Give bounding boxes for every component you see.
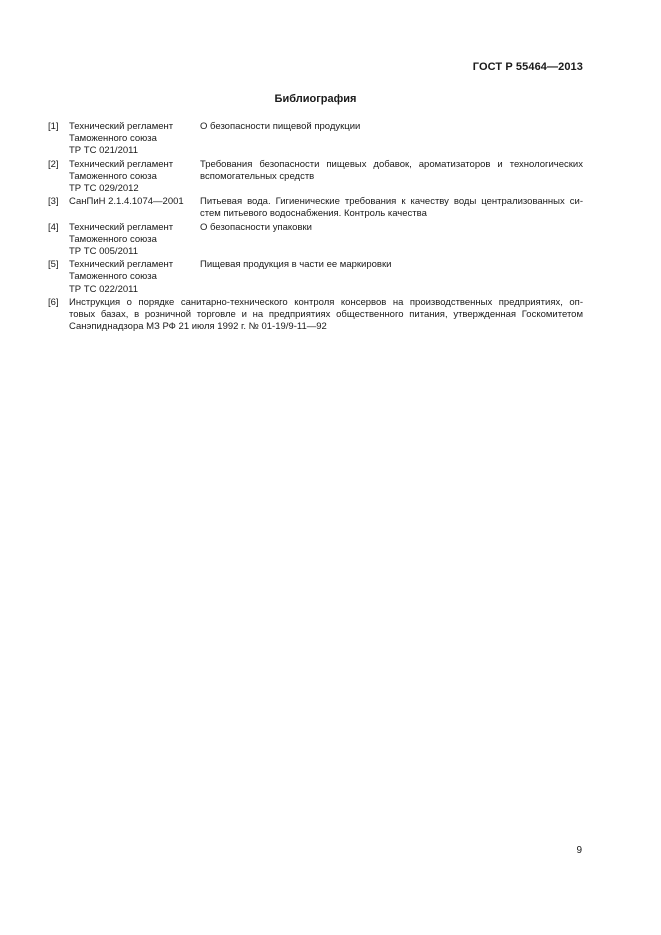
entry-source — [69, 121, 200, 158]
entry-number: [1] — [48, 121, 59, 132]
bibliography-entry-2 — [48, 159, 583, 196]
source-line: ТР ТС 029/2012 — [69, 183, 139, 195]
entry-source — [69, 259, 200, 296]
source-line: СанПиН 2.1.4.1074—2001 — [69, 196, 184, 208]
desc-line: Санэпиднадзора МЗ РФ 21 июля 1992 г. № 01-19/9-11—92 — [69, 321, 327, 333]
source-line: ТР ТС 021/2011 — [69, 145, 139, 157]
bibliography-entry-3 — [48, 196, 583, 220]
source-line: Таможенного союза — [69, 271, 157, 283]
desc-line: О безопасности пищевой продукции — [200, 121, 361, 132]
desc-line: Инструкция о порядке санитарно-технического контроля консервов на производственных предприятиях, оп- — [69, 296, 583, 308]
entry-description — [200, 222, 583, 259]
source-line: Технический регламент — [69, 259, 174, 271]
bibliography-entry-4 — [48, 222, 583, 259]
source-line: Таможенного союза — [69, 133, 157, 145]
entry-source — [69, 159, 200, 196]
bibliography-list — [48, 121, 583, 334]
desc-line: О безопасности упаковки — [200, 221, 312, 233]
bibliography-entry-1 — [48, 121, 583, 158]
desc-line: Питьевая вода. Гигиенические требования к качеству воды централизованных си- — [200, 196, 583, 208]
source-line: Технический регламент — [69, 121, 174, 132]
entry-number: [3] — [48, 196, 59, 208]
desc-line: Требования безопасности пищевых добавок, ароматизаторов и технологических — [200, 158, 583, 170]
entry-description — [200, 121, 583, 158]
entry-description — [200, 259, 583, 296]
desc-line: товых базах, в розничной торговле и на предприятиях общественного питания, утвержденная Госкомитетом — [69, 309, 583, 321]
source-line: ТР ТС 022/2011 — [69, 283, 139, 295]
source-line: Таможенного союза — [69, 233, 157, 245]
entry-description — [69, 297, 583, 334]
bibliography-entry-6 — [48, 297, 583, 334]
entry-description — [200, 159, 583, 196]
entry-source — [69, 196, 200, 220]
source-line: Таможенного союза — [69, 170, 157, 182]
bibliography-entry-5 — [48, 259, 583, 296]
entry-source — [69, 222, 200, 259]
desc-line: стем питьевого водоснабжения. Контроль качества — [200, 208, 427, 220]
page-title: Библиография — [274, 93, 357, 105]
source-line: Технический регламент — [69, 221, 174, 233]
entry-number: [4] — [48, 221, 59, 233]
source-line: ТР ТС 005/2011 — [69, 246, 139, 258]
doc-code: ГОСТ Р 55464—2013 — [472, 61, 583, 73]
entry-number: [5] — [48, 259, 59, 271]
page-number: 9 — [576, 845, 582, 856]
entry-number: [2] — [48, 158, 59, 170]
source-line: Технический регламент — [69, 158, 174, 170]
entry-number: [6] — [48, 296, 59, 308]
desc-line: вспомогательных средств — [200, 170, 315, 182]
desc-line: Пищевая продукция в части ее маркировки — [200, 259, 392, 271]
entry-description — [200, 196, 583, 220]
